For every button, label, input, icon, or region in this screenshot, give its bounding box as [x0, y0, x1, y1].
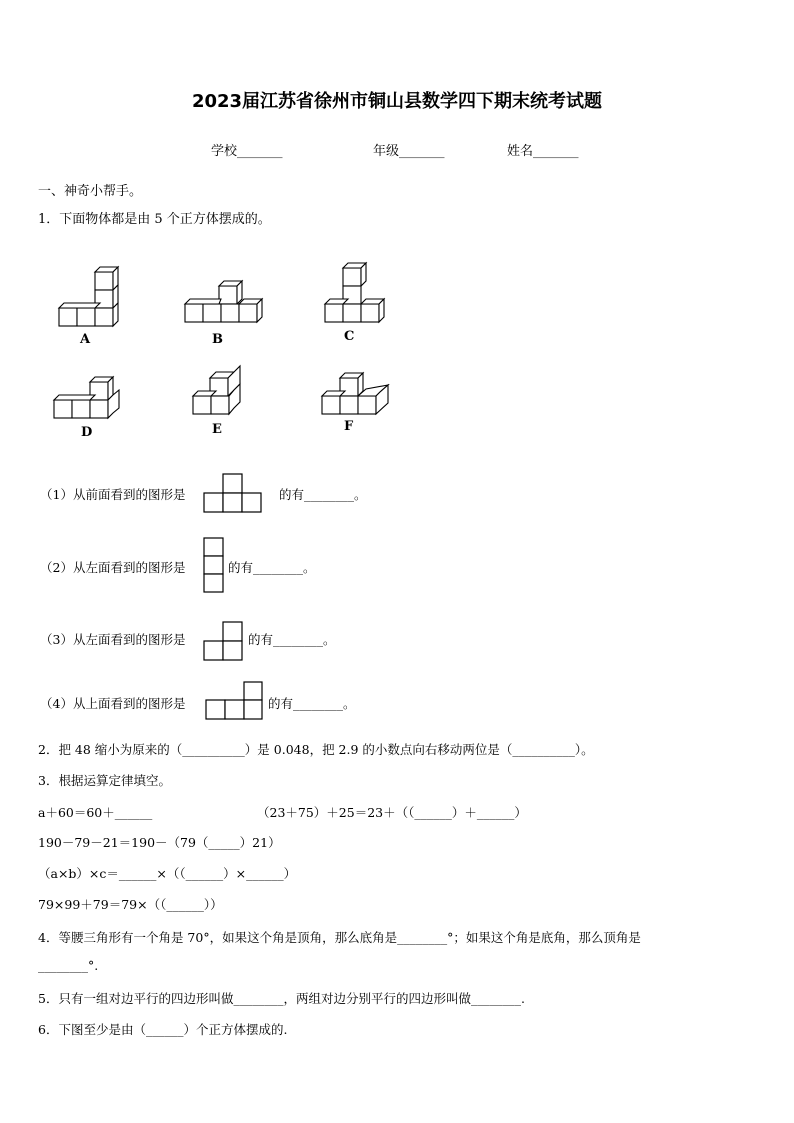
q3-line-1: a＋60＝60＋______ [38, 805, 153, 820]
sub-question-2-answer: 的有________。 [228, 560, 316, 575]
left-view-shape-vertical [203, 537, 225, 595]
cube-figure-f [318, 372, 398, 422]
figure-label-a: A [80, 332, 91, 347]
cube-figure-e [190, 368, 250, 423]
sub-question-3-prefix: （3）从左面看到的图形是 [40, 632, 186, 647]
cube-figure-b [182, 282, 272, 332]
sub-question-1-answer: 的有________。 [279, 487, 367, 502]
sub-question-2-prefix: （2）从左面看到的图形是 [40, 560, 186, 575]
sub-question-4-prefix: （4）从上面看到的图形是 [40, 696, 186, 711]
school-field-label: 学校_______ [211, 144, 283, 159]
figure-label-b: B [212, 332, 223, 347]
q3-line-2: （23＋75）＋25＝23＋（（______）＋______） [257, 805, 527, 820]
q3-line-3: 190－79－21＝190－（79（_____）21） [38, 835, 281, 850]
question-4-line-2: ________°. [38, 958, 99, 973]
question-1-stem: 1．下面物体都是由 5 个正方体摆成的。 [38, 212, 271, 227]
name-field-label: 姓名_______ [507, 144, 579, 159]
q3-line-5: 79×99＋79＝79×（（______）） [38, 897, 223, 912]
grade-field-label: 年级_______ [373, 144, 445, 159]
figure-label-e: E [212, 422, 222, 437]
cube-figure-a [55, 262, 135, 332]
figure-label-f: F [344, 419, 354, 434]
cube-figure-d [50, 375, 130, 425]
question-4-line-1: 4．等腰三角形有一个角是 70°，如果这个角是顶角，那么底角是________°；如果这个角是底角，那么顶角是 [38, 930, 641, 945]
question-5: 5．只有一组对边平行的四边形叫做________，两组对边分别平行的四边形叫做________. [38, 991, 525, 1006]
question-2: 2．把 48 缩小为原来的（__________）是 0.048，把 2.9 的小数点向右移动两位是（__________）。 [38, 742, 594, 757]
top-view-shape [205, 681, 265, 721]
section-heading: 一、神奇小帮手。 [38, 184, 143, 199]
q3-line-4: （a×b）×c＝______×（（______）×______） [38, 866, 297, 881]
cube-figure-c [322, 262, 402, 327]
figure-label-c: C [344, 329, 355, 344]
left-view-shape-l [203, 621, 245, 663]
sub-question-3-answer: 的有________。 [248, 632, 336, 647]
figure-label-d: D [81, 425, 93, 440]
sub-question-4-answer: 的有________。 [268, 696, 356, 711]
front-view-shape [203, 473, 265, 513]
sub-question-1-prefix: （1）从前面看到的图形是 [40, 487, 186, 502]
page-title: 2023届江苏省徐州市铜山县数学四下期末统考试题 [191, 91, 603, 112]
question-6: 6．下图至少是由（______）个正方体摆成的. [38, 1022, 288, 1037]
question-3-stem: 3．根据运算定律填空。 [38, 773, 171, 788]
